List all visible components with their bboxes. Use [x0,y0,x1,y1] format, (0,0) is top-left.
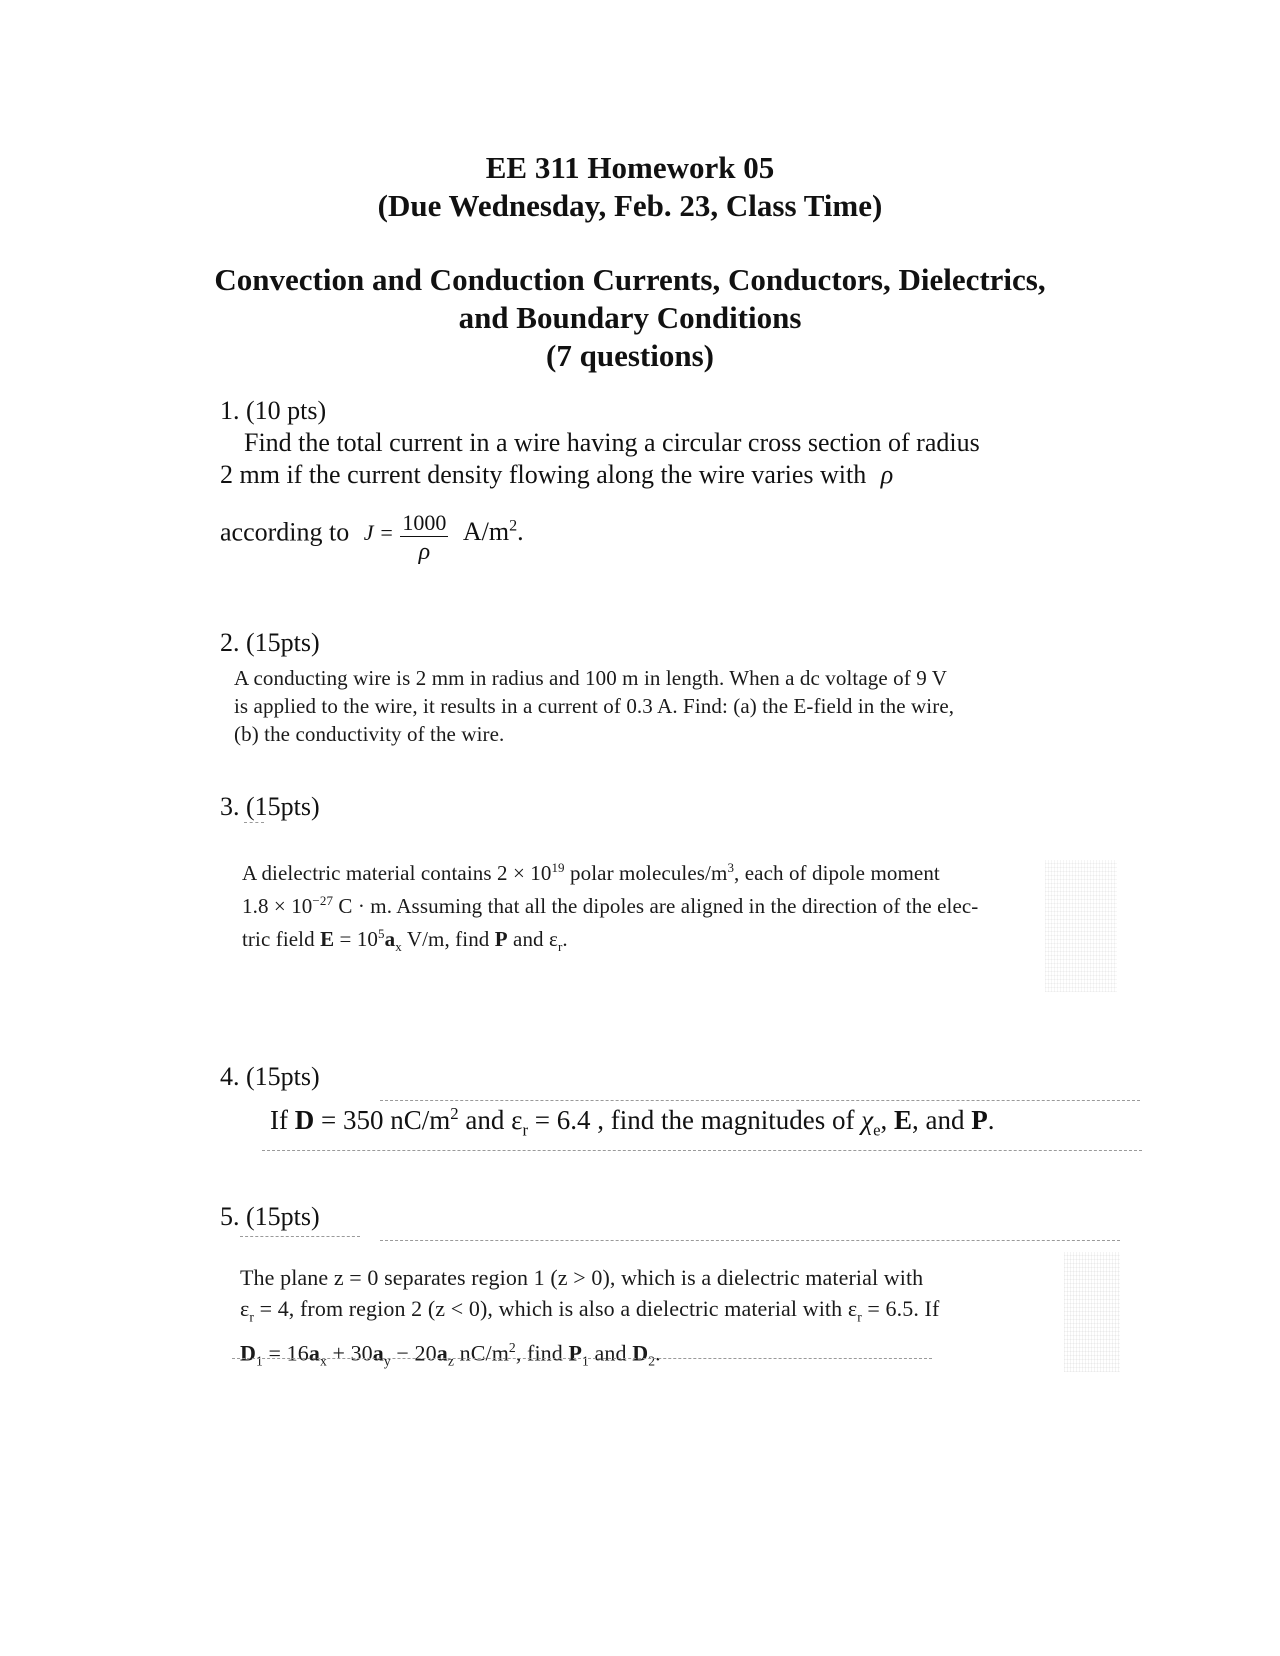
scan-shading [1045,860,1117,992]
q1-heading: 1. (10 pts) [220,396,327,425]
scan-shading [1064,1252,1120,1372]
q5-body [240,1262,939,1377]
q2-line-3: (b) the conductivity of the wire. [234,722,505,746]
q2-heading: 2. (15pts) [220,628,320,657]
q1-J: J = [363,520,394,546]
q3-heading: 3. (15pts) [220,792,320,821]
topic-line-1: Convection and Conduction Currents, Conductors, Dielectrics, [214,262,1046,297]
homework-title: EE 311 Homework 05 [485,150,775,185]
q3-body [242,854,978,961]
q3-line-2: $1.8 \times 10^{-27}$ C · m. Assuming that all the dipoles are aligned in the direction of the elec- [242,893,979,918]
q2-body [234,664,954,748]
q1-line-1: Find the total current in a wire having a circular cross section of radius [244,428,980,457]
q2-line-1: A conducting wire is 2 mm in radius and 100 m in length. When a dc voltage of 9 V [234,666,948,690]
q1-lead: according to [220,517,350,547]
q1-fraction [400,510,448,567]
q4-body: If D = 350 $nC/m^2$ and $\varepsilon_r = 6.4$ , find the magnitudes of $\chi_e$, E, and P. [270,1104,995,1140]
topic-line-2: and Boundary Conditions [458,300,802,335]
due-date: (Due Wednesday, Feb. 23, Class Time) [377,188,883,223]
scan-dash [262,1150,1142,1151]
question-count: (7 questions) [546,338,714,373]
scan-dash [240,1236,360,1237]
q1-rho-symbol: ρ [880,460,894,489]
q5-heading: 5. (15pts) [220,1202,320,1231]
q5-line-2: $\varepsilon_r = 4$, from region 2 (z < 0), which is also a dielectric material with $\varepsilon_r = 6.5$. If [240,1296,940,1325]
q1-denominator: ρ [418,539,431,565]
q5-line-3: $D_1 = 16a_x + 30a_y - 20a_z$ $nC/m^2$, find $P_1$ and $D_2$. [240,1340,661,1370]
q5-line-1: The plane z = 0 separates region 1 (z > 0), which is a dielectric material with [240,1265,924,1290]
q3-line-3: tric field $E = 10^5a_x$ V/m, find P and $\varepsilon_r$. [242,926,568,955]
q1-line-2-text: 2 mm if the current density flowing along the wire varies with [220,460,867,489]
q1-numerator: 1000 [402,510,447,535]
q1-unit: $A/m^2$. [462,517,524,547]
scan-dash [380,1240,1120,1241]
q1-formula [220,506,524,563]
scan-dash [244,822,264,823]
scan-dash [232,1358,932,1359]
q4-heading: 4. (15pts) [220,1062,320,1091]
scan-dash [380,1100,1140,1101]
q1-line-2 [220,460,893,490]
q3-line-1: A dielectric material contains $2 \times 10^{19}$ polar molecules/$m^3$, each of dipole moment [242,860,940,885]
q2-line-2: is applied to the wire, it results in a current of 0.3 A. Find: (a) the E-field in the wire, [234,694,955,718]
